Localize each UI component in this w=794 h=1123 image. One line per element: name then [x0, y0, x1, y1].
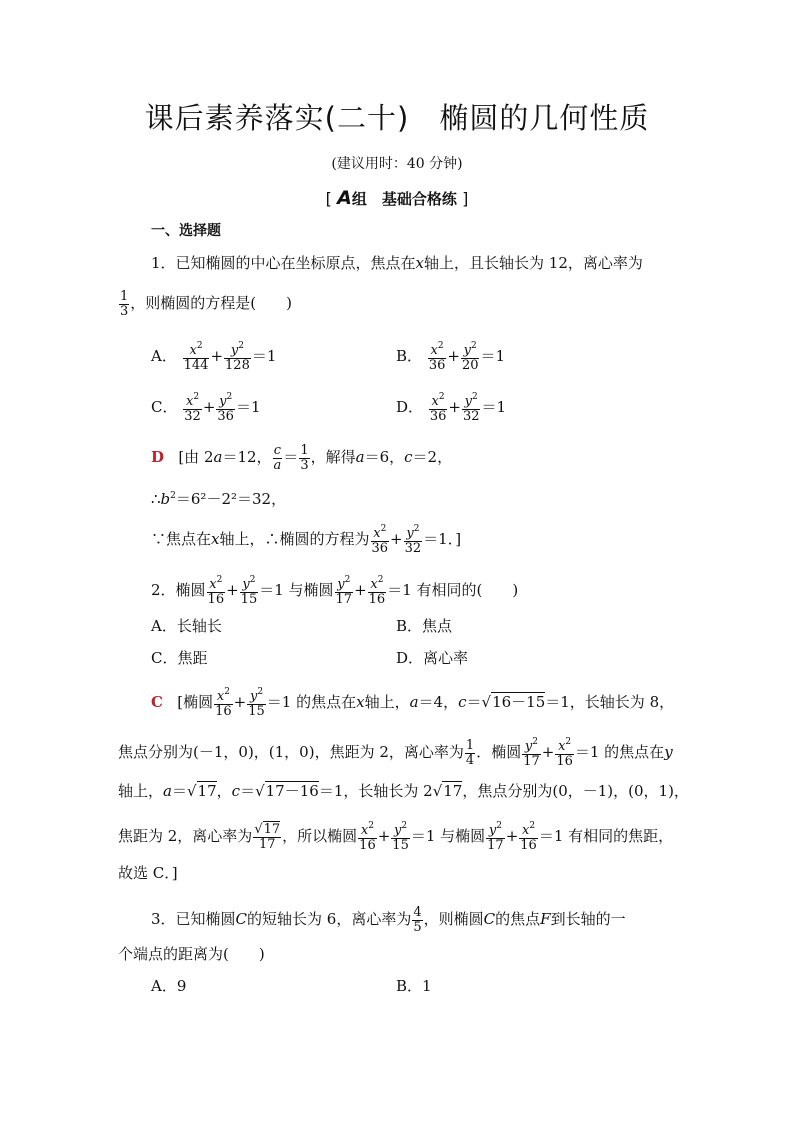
q2-solution-line5: 故选 C．] — [118, 864, 178, 882]
title-part2: 椭圆的几何性质 — [439, 101, 650, 135]
q2-option-b: B．焦点 — [396, 617, 453, 635]
q2-option-c: C．焦距 — [151, 649, 208, 667]
q1-solution-line1: D [由 2a＝12， $\frac{c}{a}$ ＝ $\frac{1}{3}$ ，解得a＝6，c＝2， — [151, 443, 453, 473]
q2-option-d: D．离心率 — [396, 649, 469, 667]
q3-stem-line1: 3．已知椭圆C的短轴长为 6，离心率为 $\frac{4}{5}$ ，则椭圆C的焦点F到长轴的一 — [151, 905, 626, 935]
q2-solution-line1: C [椭圆 $\frac{x^2}{16}$ + $\frac{y^2}{15}$ ＝1 的焦点在x轴上，a＝4，c＝√16－15＝1，长轴长为 8， — [151, 687, 675, 719]
title-part1: 课后素养落实(二十) — [144, 101, 410, 135]
q3-stem-line2: 个端点的距离为( ) — [118, 945, 265, 963]
section-heading: 一、选择题 — [151, 223, 221, 239]
q1-option-b: B． $\frac{x^2}{36}$ + $\frac{y^2}{20}$ ＝1 — [396, 341, 506, 373]
q2-stem: 2．椭圆 $\frac{x^2}{16}$ + $\frac{y^2}{15}$ ＝1 与椭圆 $\frac{y^2}{17}$ + $\frac{x^2}{16}$ ＝1 有相同的( ) — [151, 575, 519, 607]
page-title — [0, 96, 794, 137]
group-label: 组 基础合格练 — [351, 190, 457, 208]
q1-option-d: D． $\frac{x^2}{36}$ + $\frac{y^2}{32}$ ＝1 — [396, 392, 507, 424]
q2-option-a: A．长轴长 — [151, 617, 222, 635]
q1-solution-line3: ∵焦点在x轴上，∴椭圆的方程为 $\frac{x^2}{36}$ + $\frac{y^2}{32}$ ＝1．] — [151, 524, 462, 556]
q1-stem-line2: $\frac{1}{3}$ ，则椭圆的方程是( ) — [120, 289, 292, 319]
q2-answer: C — [151, 693, 163, 712]
q1-answer: D — [151, 448, 165, 467]
q1-stem-line1: 1．已知椭圆的中心在坐标原点，焦点在x轴上，且长轴长为 12，离心率为 — [151, 254, 643, 272]
q1-option-c: C． $\frac{x^2}{32}$ + $\frac{y^2}{36}$ ＝1 — [151, 392, 261, 424]
group-bracket-close: ] — [462, 189, 469, 208]
group-glyph: A — [337, 187, 352, 209]
time-note: (建议用时：40 分钟) — [331, 156, 463, 172]
group-bracket-open: [ — [325, 189, 332, 208]
q2-solution-line2: 焦点分别为(－1，0)，(1，0)，焦距为 2，离心率为 $\frac{1}{4}$ ．椭圆 $\frac{y^2}{17}$ + $\frac{x^2}{16}$ ＝1 的焦点在y — [118, 737, 673, 769]
q3-option-a: A．9 — [151, 977, 187, 995]
q1-ecc-fraction: $\frac{1}{3}$ — [120, 289, 129, 319]
group-header — [0, 187, 794, 209]
q1-solution-line2: $\therefore b^2=6^2-2^2=32$， — [151, 490, 287, 508]
q2-solution-line4: 焦距为 2，离心率为 $\frac{√17}{17}$ ，所以椭圆 $\frac{x^2}{16}$ + $\frac{y^2}{15}$ ＝1 与椭圆 $\frac{y^2}{17}$ + $\frac{x^2}{16}$ ＝1 有相同的焦距， — [118, 821, 674, 853]
q3-option-b: B．1 — [396, 977, 432, 995]
q1-option-a: A． $\frac{x^2}{144}$ + $\frac{y^2}{128}$ ＝1 — [151, 341, 277, 373]
q2-solution-line3: 轴上，a＝√17，c＝√17－16＝1，长轴长为 2√17，焦点分别为(0，－1)，(0，1)， — [118, 782, 689, 800]
